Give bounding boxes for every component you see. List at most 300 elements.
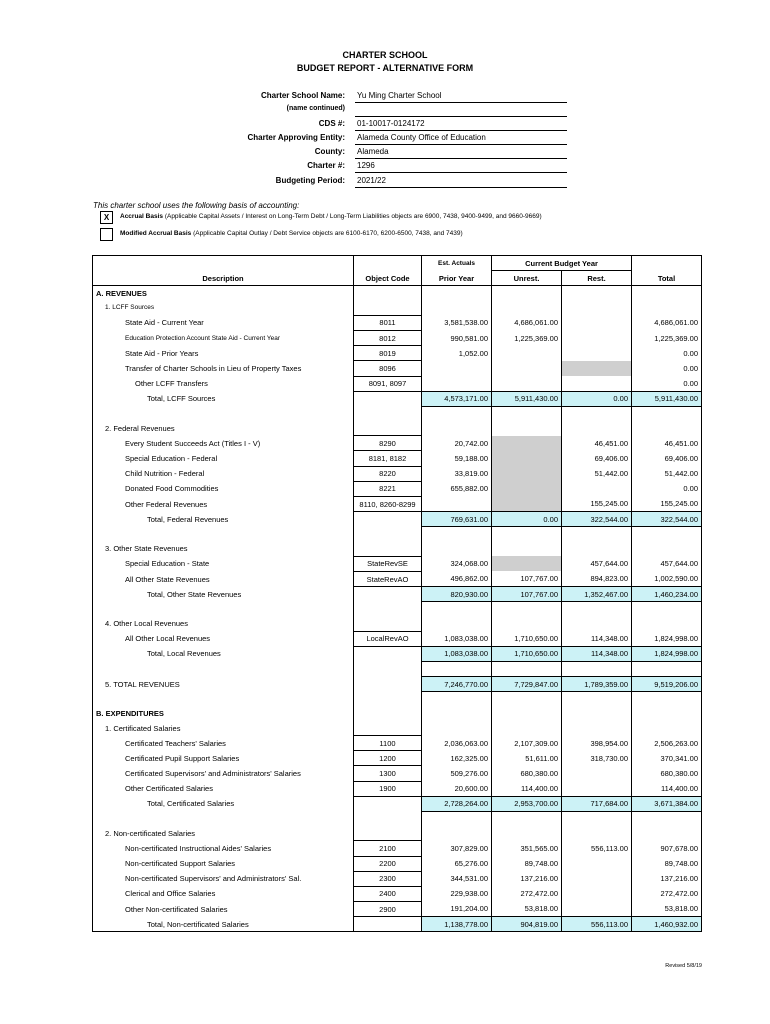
cell-total: 907,678.00 xyxy=(632,841,702,856)
table-header-row-2 xyxy=(93,271,702,286)
cell-code xyxy=(354,512,422,527)
cell-unrest: 137,216.00 xyxy=(492,871,562,886)
cell-total xyxy=(632,662,702,677)
cell-prior: 191,204.00 xyxy=(422,902,492,917)
cell-code: LocalRevAO xyxy=(354,631,422,646)
cell-rest: 556,113.00 xyxy=(562,841,632,856)
cell-rest xyxy=(562,721,632,736)
cell-rest xyxy=(562,781,632,796)
cell-desc: Certificated Pupil Support Salaries xyxy=(93,751,354,766)
cell-rest xyxy=(562,376,632,391)
table-row xyxy=(93,902,702,917)
cell-prior xyxy=(422,707,492,721)
cell-rest: 318,730.00 xyxy=(562,751,632,766)
cell-unrest: 272,472.00 xyxy=(492,886,562,901)
cell-rest xyxy=(562,421,632,436)
cell-rest xyxy=(562,527,632,542)
cell-total: 2,506,263.00 xyxy=(632,736,702,751)
table-header-row-1 xyxy=(93,256,702,271)
cell-unrest xyxy=(492,556,562,571)
cell-code: 8221 xyxy=(354,481,422,496)
cell-rest xyxy=(562,902,632,917)
cell-desc xyxy=(93,692,354,707)
cell-code xyxy=(354,602,422,617)
cell-code xyxy=(354,811,422,826)
cell-unrest: 114,400.00 xyxy=(492,781,562,796)
cell-desc: Non-certificated Instructional Aides' Salaries xyxy=(93,841,354,856)
cell-desc: State Aid - Current Year xyxy=(93,315,354,330)
cell-rest xyxy=(562,871,632,886)
cell-rest xyxy=(562,602,632,617)
cell-total: 0.00 xyxy=(632,481,702,496)
cell-unrest xyxy=(492,346,562,361)
cell-code: StateRevAO xyxy=(354,571,422,586)
cell-prior xyxy=(422,602,492,617)
cell-prior: 59,188.00 xyxy=(422,451,492,466)
cell-total xyxy=(632,421,702,436)
cell-prior xyxy=(422,286,492,301)
cell-prior: 496,862.00 xyxy=(422,571,492,586)
cell-rest xyxy=(562,301,632,316)
header-field-row xyxy=(200,147,770,161)
cell-unrest xyxy=(492,286,562,301)
table-row xyxy=(93,766,702,781)
cell-rest: 894,823.00 xyxy=(562,571,632,586)
cell-desc xyxy=(93,811,354,826)
cell-rest xyxy=(562,542,632,557)
cell-unrest xyxy=(492,527,562,542)
cell-code xyxy=(354,421,422,436)
cell-prior: 307,829.00 xyxy=(422,841,492,856)
cell-desc: Special Education - State xyxy=(93,556,354,571)
header-field-label: (name continued) xyxy=(286,105,345,112)
cell-unrest xyxy=(492,376,562,391)
cell-unrest xyxy=(492,481,562,496)
cell-prior: 20,600.00 xyxy=(422,781,492,796)
cell-desc: 2. Federal Revenues xyxy=(93,421,354,436)
cell-code xyxy=(354,391,422,406)
cell-total: 1,460,932.00 xyxy=(632,917,702,932)
table-row xyxy=(93,406,702,421)
cell-rest: 51,442.00 xyxy=(562,466,632,481)
table-row xyxy=(93,826,702,841)
cell-prior xyxy=(422,542,492,557)
cell-total: 9,519,206.00 xyxy=(632,677,702,692)
cell-total: 1,824,998.00 xyxy=(632,631,702,646)
cell-rest xyxy=(562,286,632,301)
cell-total: 1,824,998.00 xyxy=(632,646,702,661)
modified-accrual-checkbox[interactable] xyxy=(100,228,113,241)
cell-code xyxy=(354,527,422,542)
cell-desc: Special Education - Federal xyxy=(93,451,354,466)
cell-unrest: 89,748.00 xyxy=(492,856,562,871)
cell-rest xyxy=(562,826,632,841)
cell-total: 89,748.00 xyxy=(632,856,702,871)
cell-unrest xyxy=(492,361,562,376)
cell-rest xyxy=(562,707,632,721)
cell-unrest: 1,710,650.00 xyxy=(492,631,562,646)
cell-prior: 65,276.00 xyxy=(422,856,492,871)
header-field-value[interactable]: Yu Ming Charter School xyxy=(355,91,567,103)
cell-total xyxy=(632,721,702,736)
cell-code xyxy=(354,692,422,707)
cell-total: 322,544.00 xyxy=(632,512,702,527)
cell-desc: Total, Certificated Salaries xyxy=(93,796,354,811)
cell-prior: 1,138,778.00 xyxy=(422,917,492,932)
cell-code: 8181, 8182 xyxy=(354,451,422,466)
cell-rest: 114,348.00 xyxy=(562,646,632,661)
cell-total: 137,216.00 xyxy=(632,871,702,886)
cell-desc: 2. Non-certificated Salaries xyxy=(93,826,354,841)
cell-total: 1,002,590.00 xyxy=(632,571,702,586)
cell-prior: 769,631.00 xyxy=(422,512,492,527)
report-title-line1: CHARTER SCHOOL xyxy=(342,50,428,60)
cell-prior: 509,276.00 xyxy=(422,766,492,781)
cell-total: 46,451.00 xyxy=(632,436,702,451)
header-field-value[interactable] xyxy=(355,105,567,117)
cell-total xyxy=(632,617,702,632)
cell-desc: Other Certificated Salaries xyxy=(93,781,354,796)
cell-total: 1,225,369.00 xyxy=(632,330,702,345)
cell-desc: Other Federal Revenues xyxy=(93,497,354,512)
current-budget-year-header: Current Budget Year xyxy=(492,256,632,271)
header-field-row xyxy=(200,161,770,175)
cell-prior: 3,581,538.00 xyxy=(422,315,492,330)
cell-desc: Certificated Supervisors' and Administrators' Salaries xyxy=(93,766,354,781)
cell-desc: 1. Certificated Salaries xyxy=(93,721,354,736)
cell-prior: 655,882.00 xyxy=(422,481,492,496)
table-row xyxy=(93,811,702,826)
cell-code: 8110, 8260-8299 xyxy=(354,497,422,512)
cell-desc: Total, Non-certificated Salaries xyxy=(93,917,354,932)
cell-total: 51,442.00 xyxy=(632,466,702,481)
header-field-value[interactable]: 2021/22 xyxy=(355,176,567,188)
cell-prior xyxy=(422,662,492,677)
cell-code: 8019 xyxy=(354,346,422,361)
cell-desc: Total, Local Revenues xyxy=(93,646,354,661)
table-row xyxy=(93,286,702,301)
cell-unrest xyxy=(492,436,562,451)
header-field-label: County: xyxy=(314,147,345,156)
cell-rest: 556,113.00 xyxy=(562,917,632,932)
cell-code: 1200 xyxy=(354,751,422,766)
cell-desc: Certificated Teachers' Salaries xyxy=(93,736,354,751)
cell-code: 8012 xyxy=(354,330,422,345)
cell-desc: State Aid - Prior Years xyxy=(93,346,354,361)
table-row xyxy=(93,346,702,361)
cell-desc: 1. LCFF Sources xyxy=(93,301,354,316)
cell-desc: A. REVENUES xyxy=(93,286,354,301)
cell-unrest: 2,953,700.00 xyxy=(492,796,562,811)
cell-code xyxy=(354,542,422,557)
cell-rest: 398,954.00 xyxy=(562,736,632,751)
cell-code xyxy=(354,917,422,932)
cell-total: 370,341.00 xyxy=(632,751,702,766)
cell-total xyxy=(632,811,702,826)
cell-total: 1,460,234.00 xyxy=(632,587,702,602)
cell-desc: Child Nutrition - Federal xyxy=(93,466,354,481)
cell-code xyxy=(354,646,422,661)
cell-code xyxy=(354,662,422,677)
cell-total xyxy=(632,301,702,316)
cell-code xyxy=(354,301,422,316)
cell-prior: 820,930.00 xyxy=(422,587,492,602)
total-header: Total xyxy=(632,271,702,286)
cell-rest: 69,406.00 xyxy=(562,451,632,466)
cell-code xyxy=(354,677,422,692)
header-field-value[interactable]: 1296 xyxy=(355,161,567,173)
cell-prior: 20,742.00 xyxy=(422,436,492,451)
table-row xyxy=(93,376,702,391)
cell-code xyxy=(354,286,422,301)
cell-total: 114,400.00 xyxy=(632,781,702,796)
cell-prior xyxy=(422,421,492,436)
cell-total xyxy=(632,707,702,721)
cell-unrest xyxy=(492,301,562,316)
cell-desc: Other Non-certificated Salaries xyxy=(93,902,354,917)
cell-rest xyxy=(562,315,632,330)
cell-total: 5,911,430.00 xyxy=(632,391,702,406)
table-row xyxy=(93,617,702,632)
cell-desc: Total, LCFF Sources xyxy=(93,391,354,406)
table-row xyxy=(93,315,702,330)
cell-total xyxy=(632,527,702,542)
cell-unrest xyxy=(492,466,562,481)
cell-total xyxy=(632,286,702,301)
description-header: Description xyxy=(93,271,354,286)
cell-unrest xyxy=(492,497,562,512)
cell-code: 1100 xyxy=(354,736,422,751)
cell-rest xyxy=(562,346,632,361)
cell-code: 8220 xyxy=(354,466,422,481)
header-field-row xyxy=(200,105,770,119)
header-field-label: CDS #: xyxy=(318,119,345,128)
cell-desc: Non-certificated Supervisors' and Administrators' Sal. xyxy=(93,871,354,886)
cell-rest xyxy=(562,361,632,376)
table-row xyxy=(93,871,702,886)
cell-code: 8290 xyxy=(354,436,422,451)
cell-code xyxy=(354,587,422,602)
table-row xyxy=(93,602,702,617)
revised-date: Revised 5/8/19 xyxy=(665,963,702,969)
cell-unrest xyxy=(492,721,562,736)
cell-desc: Total, Federal Revenues xyxy=(93,512,354,527)
table-row xyxy=(93,707,702,721)
cell-code xyxy=(354,406,422,421)
cell-unrest xyxy=(492,692,562,707)
table-row xyxy=(93,527,702,542)
cell-total: 272,472.00 xyxy=(632,886,702,901)
cell-rest: 457,644.00 xyxy=(562,556,632,571)
cell-desc: Every Student Succeeds Act (Titles I - V) xyxy=(93,436,354,451)
object-code-header: Object Code xyxy=(354,271,422,286)
est-actuals-header: Est. Actuals xyxy=(422,256,492,271)
cell-unrest: 0.00 xyxy=(492,512,562,527)
cell-total: 4,686,061.00 xyxy=(632,315,702,330)
cell-unrest: 107,767.00 xyxy=(492,571,562,586)
cell-unrest: 1,710,650.00 xyxy=(492,646,562,661)
cell-desc xyxy=(93,527,354,542)
header-field-label: Budgeting Period: xyxy=(275,176,345,185)
cell-total: 69,406.00 xyxy=(632,451,702,466)
table-row xyxy=(93,736,702,751)
cell-total: 0.00 xyxy=(632,376,702,391)
header-field-label: Charter School Name: xyxy=(260,91,345,100)
cell-unrest: 107,767.00 xyxy=(492,587,562,602)
prior-year-header: Prior Year xyxy=(422,271,492,286)
cell-unrest xyxy=(492,602,562,617)
table-row xyxy=(93,512,702,527)
cell-prior xyxy=(422,376,492,391)
cell-desc: Donated Food Commodities xyxy=(93,481,354,496)
cell-desc: 4. Other Local Revenues xyxy=(93,617,354,632)
cell-desc xyxy=(93,406,354,421)
cell-unrest xyxy=(492,662,562,677)
cell-prior xyxy=(422,617,492,632)
table-row xyxy=(93,466,702,481)
cell-prior xyxy=(422,527,492,542)
table-row xyxy=(93,481,702,496)
header-field-value[interactable]: Alameda xyxy=(355,147,567,159)
cell-unrest: 4,686,061.00 xyxy=(492,315,562,330)
cell-prior: 324,068.00 xyxy=(422,556,492,571)
table-row xyxy=(93,330,702,345)
cell-unrest xyxy=(492,617,562,632)
cell-rest: 0.00 xyxy=(562,391,632,406)
cell-prior: 33,819.00 xyxy=(422,466,492,481)
cell-prior: 1,083,038.00 xyxy=(422,646,492,661)
cell-code: 8091, 8097 xyxy=(354,376,422,391)
cell-total xyxy=(632,692,702,707)
unrest-header: Unrest. xyxy=(492,271,562,286)
cell-desc: 5. TOTAL REVENUES xyxy=(93,677,354,692)
cell-total: 457,644.00 xyxy=(632,556,702,571)
cell-rest xyxy=(562,481,632,496)
cell-total xyxy=(632,826,702,841)
cell-prior xyxy=(422,301,492,316)
table-row xyxy=(93,841,702,856)
table-row xyxy=(93,646,702,661)
table-row xyxy=(93,917,702,932)
cell-code xyxy=(354,826,422,841)
cell-desc xyxy=(93,602,354,617)
header-field-row xyxy=(200,91,770,105)
cell-rest: 717,684.00 xyxy=(562,796,632,811)
cell-rest xyxy=(562,692,632,707)
cell-rest: 1,789,359.00 xyxy=(562,677,632,692)
cell-prior: 344,531.00 xyxy=(422,871,492,886)
table-row xyxy=(93,421,702,436)
cell-total xyxy=(632,406,702,421)
cell-prior: 2,036,063.00 xyxy=(422,736,492,751)
cell-desc: Other LCFF Transfers xyxy=(93,376,354,391)
cell-rest: 322,544.00 xyxy=(562,512,632,527)
cell-unrest: 1,225,369.00 xyxy=(492,330,562,345)
cell-unrest xyxy=(492,542,562,557)
cell-unrest: 5,911,430.00 xyxy=(492,391,562,406)
table-row xyxy=(93,677,702,692)
cell-rest: 155,245.00 xyxy=(562,497,632,512)
table-row xyxy=(93,721,702,736)
cell-prior xyxy=(422,811,492,826)
cell-unrest xyxy=(492,707,562,721)
cell-rest xyxy=(562,886,632,901)
cell-desc: All Other State Revenues xyxy=(93,571,354,586)
cell-prior: 162,325.00 xyxy=(422,751,492,766)
cell-rest xyxy=(562,330,632,345)
accrual-basis-label xyxy=(120,213,542,220)
header-field-row xyxy=(200,133,770,147)
cell-desc: Total, Other State Revenues xyxy=(93,587,354,602)
accrual-checkbox[interactable]: X xyxy=(100,211,113,224)
cell-desc: All Other Local Revenues xyxy=(93,631,354,646)
cell-code: 2300 xyxy=(354,871,422,886)
accrual-title: Accrual Basis xyxy=(120,213,163,220)
cell-code: 8096 xyxy=(354,361,422,376)
cell-unrest: 7,729,847.00 xyxy=(492,677,562,692)
cell-code: 1300 xyxy=(354,766,422,781)
table-row xyxy=(93,796,702,811)
table-row xyxy=(93,662,702,677)
cell-code: 1900 xyxy=(354,781,422,796)
table-row xyxy=(93,556,702,571)
cell-code: 8011 xyxy=(354,315,422,330)
cell-total: 155,245.00 xyxy=(632,497,702,512)
cell-desc: B. EXPENDITURES xyxy=(93,707,354,721)
cell-code: 2200 xyxy=(354,856,422,871)
cell-prior: 7,246,770.00 xyxy=(422,677,492,692)
cell-rest: 46,451.00 xyxy=(562,436,632,451)
table-row xyxy=(93,391,702,406)
cell-total: 680,380.00 xyxy=(632,766,702,781)
cell-desc xyxy=(93,662,354,677)
header-field-value[interactable]: Alameda County Office of Education xyxy=(355,133,567,145)
header-field-row xyxy=(200,176,770,190)
report-title-line2: BUDGET REPORT - ALTERNATIVE FORM xyxy=(296,63,474,73)
cell-unrest xyxy=(492,826,562,841)
table-row xyxy=(93,751,702,766)
cell-rest xyxy=(562,766,632,781)
cell-rest xyxy=(562,406,632,421)
cell-unrest: 51,611.00 xyxy=(492,751,562,766)
table-row xyxy=(93,497,702,512)
table-row xyxy=(93,542,702,557)
cell-rest: 114,348.00 xyxy=(562,631,632,646)
cell-total xyxy=(632,542,702,557)
basis-intro: This charter school uses the following basis of accounting: xyxy=(93,201,300,210)
cell-total: 3,671,384.00 xyxy=(632,796,702,811)
cell-prior xyxy=(422,497,492,512)
modified-accrual-basis-label xyxy=(120,230,463,237)
modified-title: Modified Accrual Basis xyxy=(120,230,192,237)
cell-unrest xyxy=(492,406,562,421)
cell-total xyxy=(632,602,702,617)
header-field-label: Charter #: xyxy=(307,161,345,170)
cell-desc: 3. Other State Revenues xyxy=(93,542,354,557)
table-row xyxy=(93,856,702,871)
header-field-value[interactable]: 01-10017-0124172 xyxy=(355,119,567,131)
budget-table xyxy=(92,255,702,932)
cell-desc: Clerical and Office Salaries xyxy=(93,886,354,901)
cell-total: 53,818.00 xyxy=(632,902,702,917)
cell-rest xyxy=(562,856,632,871)
header-field-label: Charter Approving Entity: xyxy=(247,133,345,142)
table-row xyxy=(93,436,702,451)
cell-code xyxy=(354,796,422,811)
header-field-row xyxy=(200,119,770,133)
modified-desc: (Applicable Capital Outlay / Debt Service objects are 6100-6170, 6200-6500, 7438, and 7439) xyxy=(193,230,463,237)
cell-code xyxy=(354,707,422,721)
